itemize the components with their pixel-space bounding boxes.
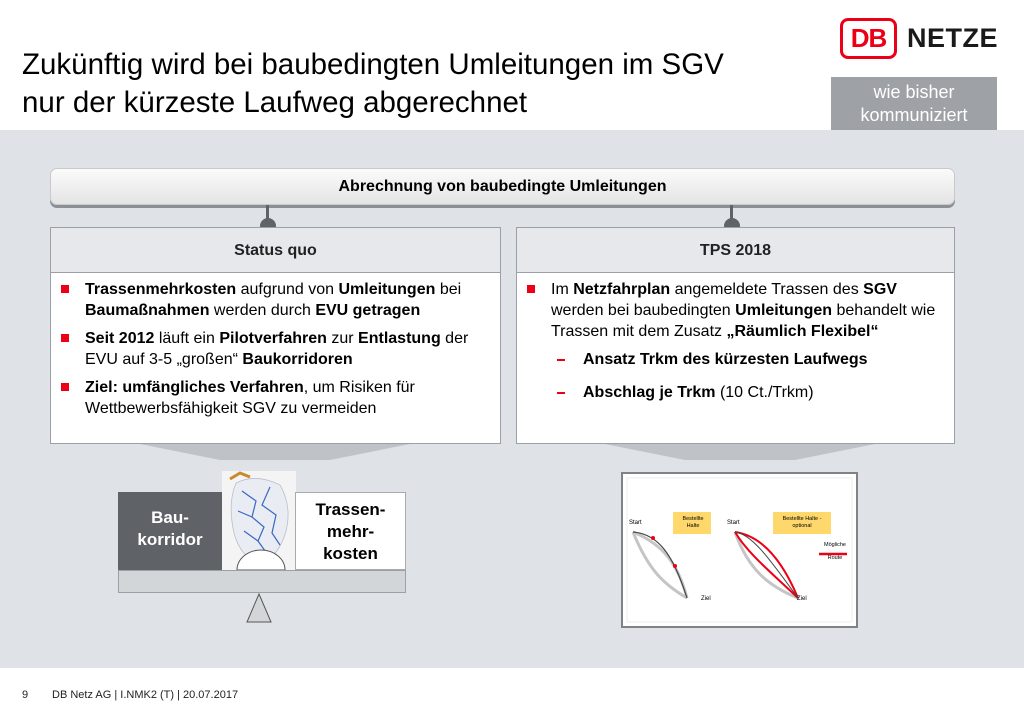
text-bold: „Räumlich Flexibel“ bbox=[726, 323, 879, 340]
trassenmehrkosten-block bbox=[295, 492, 406, 570]
footer-source: DB Netz AG | I.NMK2 (T) | 20.07.2017 bbox=[52, 689, 239, 701]
tps-sub-bullet-2 bbox=[527, 382, 946, 403]
baukorridor-block bbox=[118, 492, 222, 570]
status-tag-line-2: kommuniziert bbox=[860, 105, 968, 125]
text-bold: Baukorridoren bbox=[242, 351, 353, 368]
bullet-square-icon bbox=[61, 334, 69, 342]
trassen-label-1: Trassen- bbox=[315, 500, 386, 519]
status-quo-bullet-1 bbox=[61, 279, 492, 321]
title-line-1: Zukünftig wird bei baubedingten Umleitungen im SGV bbox=[22, 48, 724, 81]
halte-label-a bbox=[675, 516, 711, 530]
status-quo-title: Status quo bbox=[51, 228, 500, 273]
route-legend-2: Route bbox=[827, 555, 843, 561]
status-tag-line-1: wie bisher bbox=[873, 82, 955, 102]
ziel-label-b: Ziel bbox=[797, 596, 807, 602]
bullet-square-icon bbox=[61, 383, 69, 391]
text: behandelt wie Trassen mit dem Zusatz bbox=[551, 302, 936, 340]
text-bold: EVU getragen bbox=[315, 302, 421, 319]
text: aufgrund von bbox=[236, 281, 339, 298]
text: werden bei baubedingten bbox=[551, 302, 736, 319]
dash-icon bbox=[557, 392, 565, 394]
dash-icon bbox=[557, 359, 565, 361]
status-quo-bullet-2 bbox=[61, 328, 492, 370]
text-bold: Pilotverfahren bbox=[219, 330, 327, 347]
text: der EVU auf 3-5 „großen“ bbox=[85, 330, 469, 368]
scale-dome-icon bbox=[236, 549, 286, 571]
halte-b-2: optional bbox=[792, 523, 812, 529]
page-number: 9 bbox=[22, 689, 29, 701]
baukorridor-label-1: Bau- bbox=[151, 508, 189, 527]
start-label-a: Start bbox=[629, 520, 642, 526]
status-quo-box bbox=[50, 227, 501, 444]
text-bold: Entlastung bbox=[358, 330, 441, 347]
tps-2018-box bbox=[516, 227, 955, 444]
status-tag bbox=[831, 77, 997, 130]
text: werden durch bbox=[209, 302, 316, 319]
text-bold: Netzfahrplan bbox=[573, 281, 671, 298]
netze-wordmark: NETZE bbox=[907, 23, 999, 53]
text-bold: Ansatz Trkm des kürzesten Laufwegs bbox=[583, 351, 868, 368]
funnel-left-icon bbox=[140, 444, 410, 462]
text: zur bbox=[326, 330, 359, 347]
bullet-square-icon bbox=[61, 285, 69, 293]
halte-a-2: Halte bbox=[686, 523, 700, 529]
text-bold: Umleitungen bbox=[338, 281, 436, 298]
route-legend bbox=[819, 542, 851, 562]
funnel-right-icon bbox=[605, 444, 875, 462]
halte-a-1: Bestellte bbox=[682, 516, 704, 522]
tps-2018-title: TPS 2018 bbox=[517, 228, 954, 273]
tps-bullet-1 bbox=[527, 279, 946, 342]
baukorridor-label-2: korridor bbox=[137, 530, 203, 549]
tps-sub-bullet-1 bbox=[527, 349, 946, 370]
text: bei bbox=[435, 281, 462, 298]
title-line-2: nur der kürzeste Laufweg abgerechnet bbox=[22, 86, 528, 119]
spatial-flexibility-figure bbox=[621, 472, 858, 628]
text: , um Risiken für Wettbewerbsfähigkeit SGV zu vermeiden bbox=[85, 379, 415, 417]
banner-billing: Abrechnung von baubedingte Umleitungen bbox=[50, 168, 955, 205]
start-label-b: Start bbox=[727, 520, 740, 526]
text: (10 Ct./Trkm) bbox=[715, 384, 814, 401]
db-netze-logo bbox=[840, 18, 1010, 62]
text-bold: Abschlag je Trkm bbox=[583, 384, 716, 401]
text: angemeldete Trassen des bbox=[670, 281, 864, 298]
status-quo-bullet-3 bbox=[61, 377, 492, 419]
text-bold: Trassenmehrkosten bbox=[85, 281, 237, 298]
text-bold: Ziel: umfängliches Verfahren bbox=[85, 379, 304, 396]
text-bold: SGV bbox=[863, 281, 897, 298]
halte-label-b bbox=[773, 516, 831, 530]
trassen-label-3: kosten bbox=[323, 544, 378, 563]
scale-beam bbox=[118, 570, 406, 593]
scale-fulcrum-icon bbox=[246, 593, 272, 623]
text: Im bbox=[551, 281, 574, 298]
route-legend-1: Mögliche bbox=[823, 542, 846, 548]
ziel-label-a: Ziel bbox=[701, 596, 711, 602]
text-bold: Baumaßnahmen bbox=[85, 302, 210, 319]
page-title bbox=[22, 46, 812, 122]
bullet-square-icon bbox=[527, 285, 535, 293]
db-logo-mark: DB bbox=[840, 18, 897, 59]
text-bold: Seit 2012 bbox=[85, 330, 155, 347]
text-bold: Umleitungen bbox=[735, 302, 833, 319]
halte-b-1: Bestellte Halte - bbox=[782, 516, 822, 522]
text: läuft ein bbox=[154, 330, 220, 347]
trassen-label-2: mehr- bbox=[326, 522, 375, 541]
